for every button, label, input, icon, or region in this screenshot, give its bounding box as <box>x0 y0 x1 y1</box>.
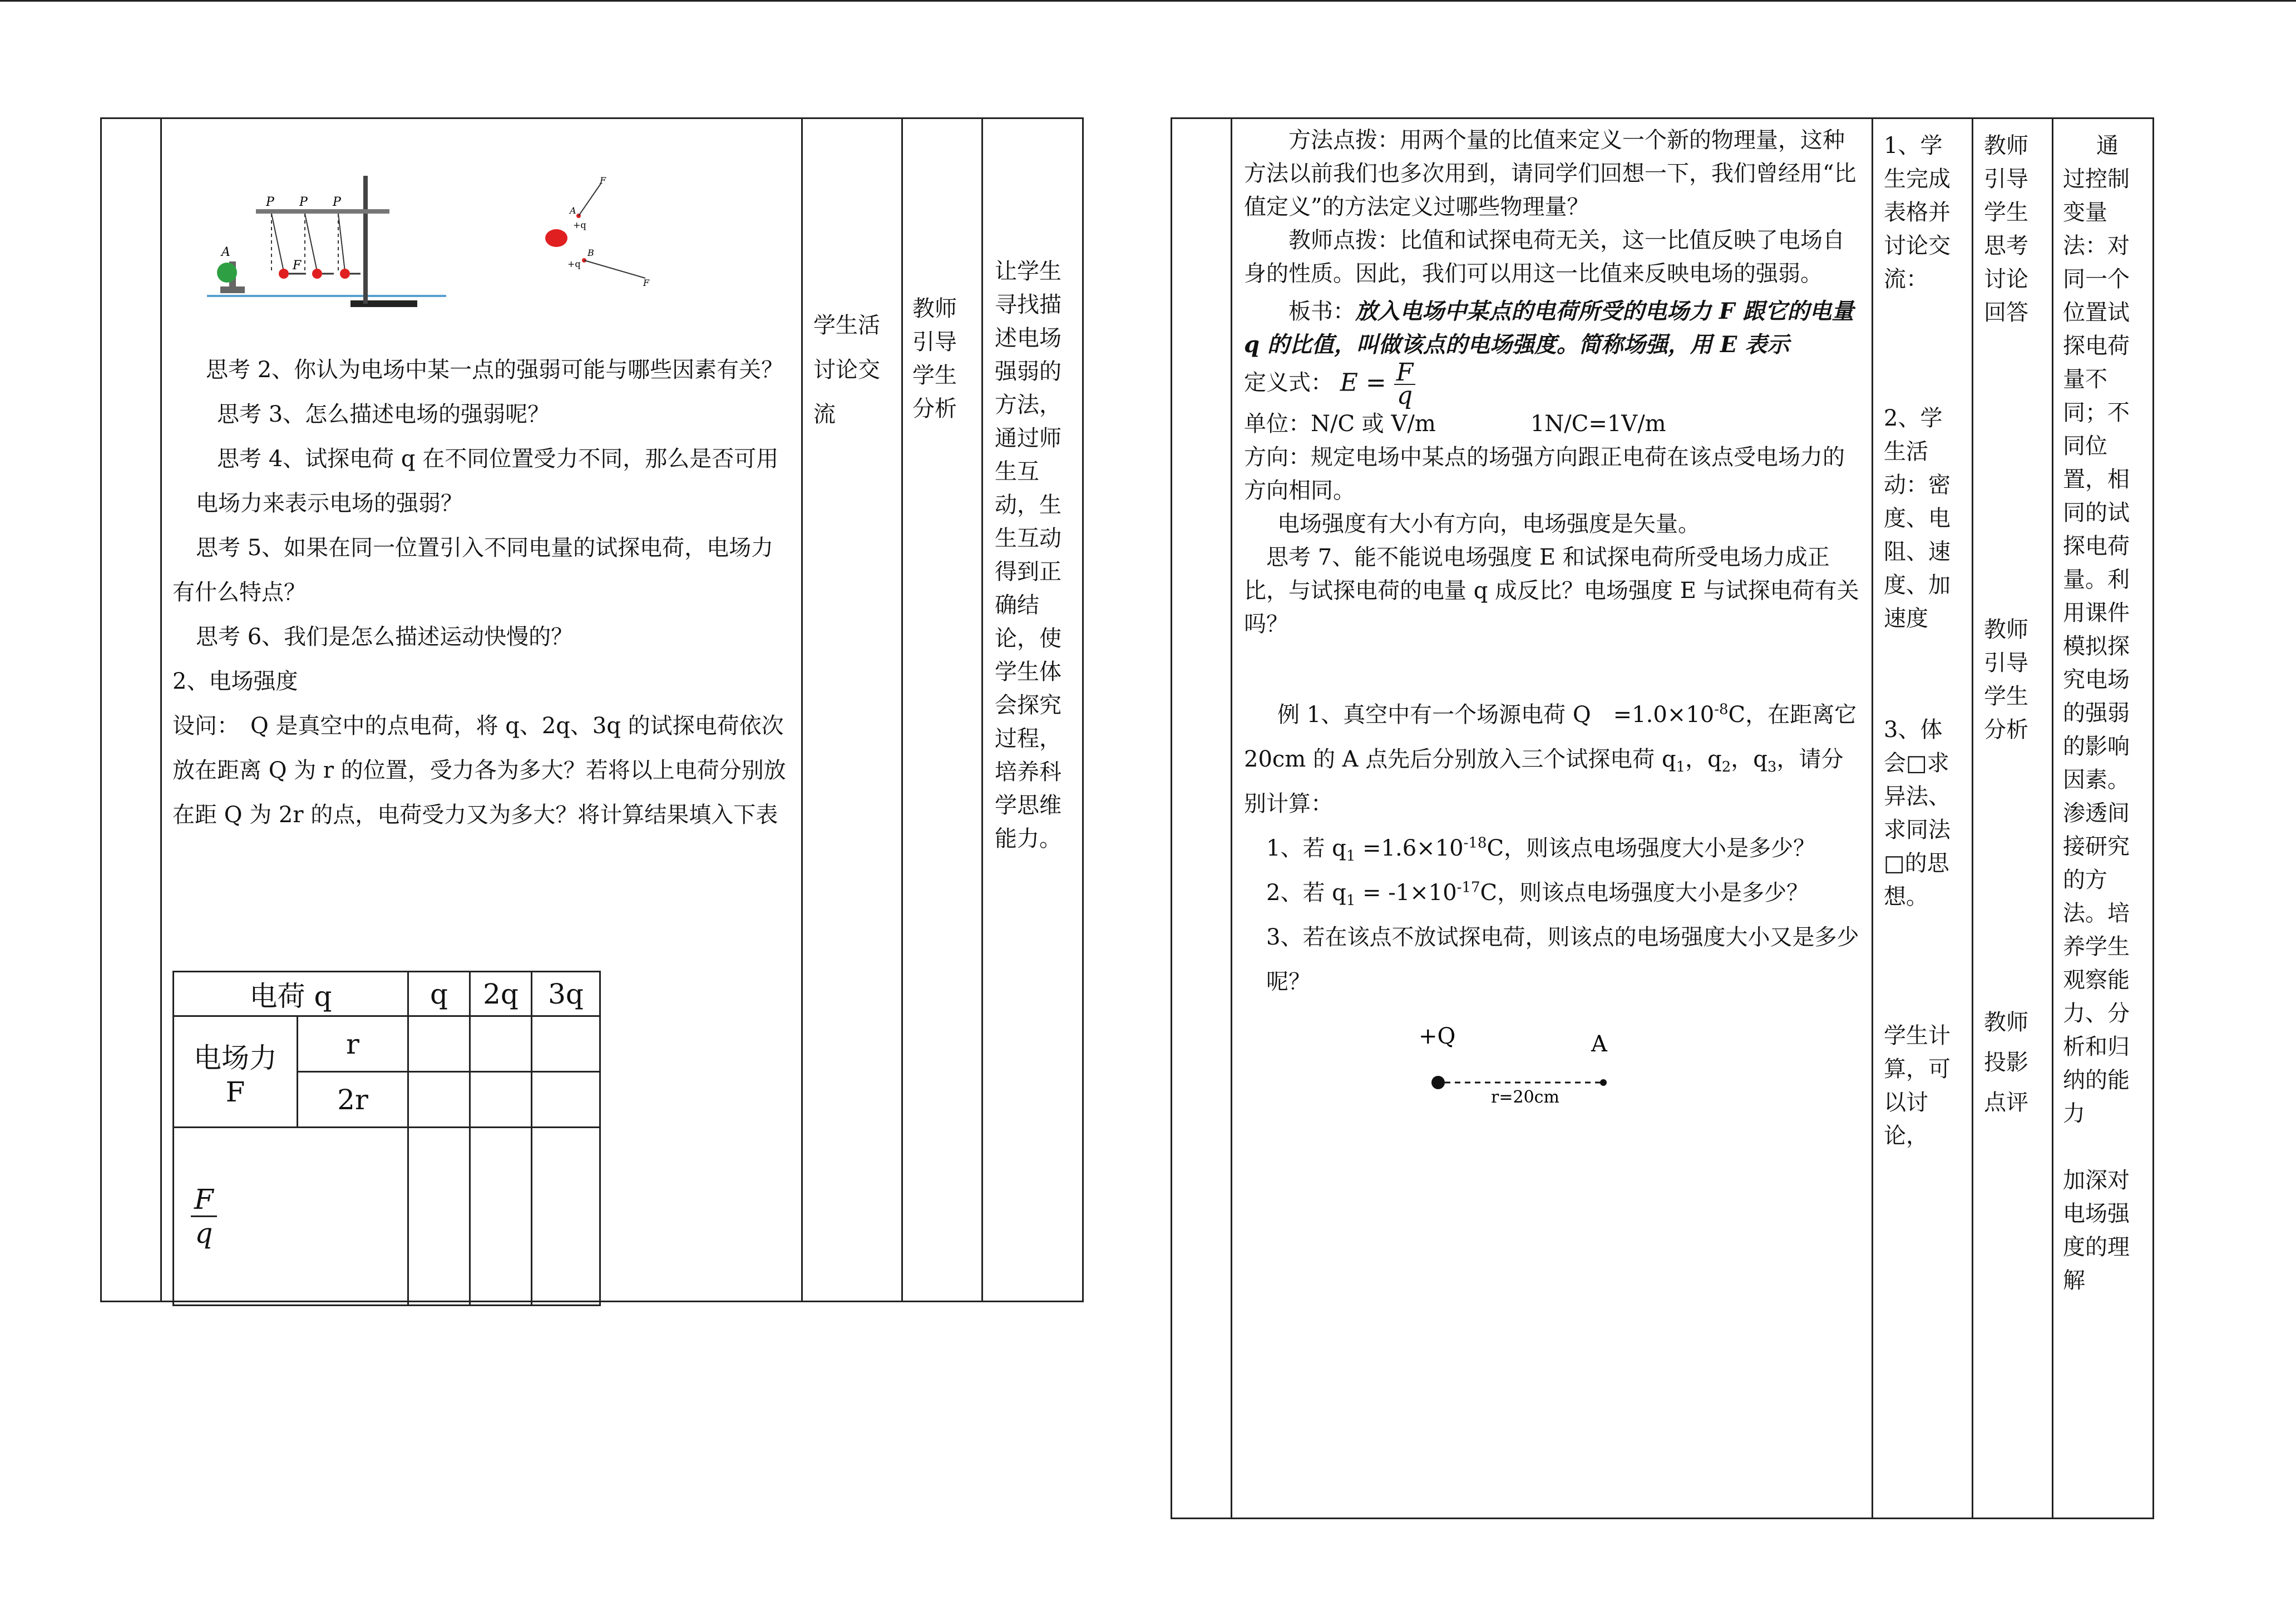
svg-text:P: P <box>299 195 308 209</box>
left-col-design-intent: 让学生寻找描述电场强弱的方法，通过师生互动，生生互动得到正确结论，使学生体会探究过程，培养科学思维能力。 <box>995 259 1061 852</box>
example-1-part-1: 1、若 $q_1 =1.6\times 10^{-18}C$，则该点电场强度大小是多少？ <box>1266 834 1816 864</box>
distance-label: r=20cm <box>1491 1088 1559 1107</box>
right-col-divider-4 <box>2052 117 2053 1519</box>
right-col-student-2: 2、学生活动：密度、电阻、速度、加速度 <box>1884 406 1951 631</box>
charged-sphere-a <box>217 263 237 283</box>
pendulum-apparatus-figure <box>195 172 462 323</box>
left-col-divider-2 <box>801 117 803 1302</box>
unit-line: 单位：N/C 或 V/m 1N/C=1V/m <box>1244 411 1666 437</box>
svg-text:B: B <box>587 248 594 258</box>
table-cell[interactable] <box>408 1072 470 1128</box>
table-header-label: 电荷 q <box>174 972 408 1016</box>
right-col-teacher-1: 教师引导学生思考讨论回答 <box>1984 133 2028 325</box>
right-col-teacher-2: 教师引导学生分析 <box>1984 617 2028 743</box>
section-heading-field-strength: 2、电场强度 <box>172 669 298 694</box>
left-col-divider-1 <box>160 117 162 1302</box>
point-a-dot <box>1600 1079 1607 1086</box>
question-5: 思考 5、如果在同一位置引入不同电量的试探电荷，电场力有什么特点？ <box>172 535 774 605</box>
question-6: 思考 6、我们是怎么描述运动快慢的？ <box>196 624 574 650</box>
method-tip: 方法点拨：用两个量的比值来定义一个新的物理量，这种方法以前我们也多次用到，请同学们回想一下，我们曾经用“比值定义”的方法定义过哪些物理量？ <box>1244 127 1856 220</box>
svg-text:A: A <box>570 205 576 216</box>
svg-text:A: A <box>221 245 230 259</box>
table-ratio-label: $\frac{F}{q}$ <box>174 1128 408 1306</box>
setup-question: 设问： Q 是真空中的点电荷，将 q、2q、3q 的试探电荷依次放在距离 Q 为 r 的位置，受力各为多大？若将以上电荷分别放在距 Q 为 2r 的点，电荷受力又为多大？将计算结果填入下表 <box>172 713 786 828</box>
table-row-force-label: 电场力 F <box>174 1016 298 1128</box>
table-cell[interactable] <box>408 1016 470 1072</box>
question-3: 思考 3、怎么描述电场的强弱呢？ <box>217 402 550 427</box>
left-body-text <box>172 348 796 837</box>
source-charge-label: +Q <box>1419 1024 1456 1049</box>
svg-text:F: F <box>600 175 606 186</box>
table-cell[interactable] <box>470 1016 532 1072</box>
svg-text:F: F <box>643 278 650 288</box>
svg-text:P: P <box>266 195 274 209</box>
point-a-label: A <box>1591 1031 1607 1057</box>
top-border-line <box>0 0 2296 2</box>
board-note: 板书：放入电场中某点的电荷所受的电场力 F 跟它的电量 q 的比值，叫做该点的电场强度。简称场强，用 E 表示 <box>1244 298 1854 358</box>
source-charge-dot <box>1431 1076 1445 1089</box>
svg-text:+q: +q <box>567 259 581 269</box>
table-cell[interactable] <box>470 1072 532 1128</box>
question-4: 思考 4、试探电荷 q 在不同位置受力不同，那么是否可用电场力来表示电场的强弱？ <box>196 446 779 516</box>
field-strength-formula: E = $\frac{F}{q}$ <box>1340 362 1416 407</box>
table-cell[interactable] <box>408 1128 470 1306</box>
teacher-tip: 教师点拨：比值和试探电荷无关，这一比值反映了电场自身的性质。因此，我们可以用这一比值来反映电场的强弱。 <box>1244 228 1845 286</box>
svg-text:+q: +q <box>573 220 586 230</box>
right-col-divider-2 <box>1872 117 1873 1519</box>
table-cell-r-label: r <box>298 1016 408 1072</box>
table-cell[interactable] <box>532 1016 600 1072</box>
table-header-2q: 2q <box>470 972 532 1016</box>
svg-text:P: P <box>333 195 341 209</box>
example-1-part-2: 2、若 $q_1 = -1\times 10^{-17}C$，则该点电场强度大小是多少？ <box>1266 879 1809 909</box>
force-vector-figure <box>534 172 668 312</box>
left-col-teacher-activity: 教师引导学生分析 <box>912 296 957 422</box>
right-col-divider-3 <box>1972 117 1973 1519</box>
charge-distance-diagram <box>1413 1024 1625 1113</box>
right-col-design-1: 通过控制变量法：对同一个位置试探电荷量不同；不同位置，相同的试探电荷量。利用课件模拟探究电场的强弱的影响因素。渗透间接研究的方法。培养学生观察能力、分析和归纳的能力 <box>2063 133 2130 1126</box>
right-col-teacher-3: 教师投影点评 <box>1984 1010 2028 1115</box>
right-col-design-2: 加深对电场强度的理解 <box>2063 1168 2130 1293</box>
right-col-student-4: 学生计算，可以讨论， <box>1884 1023 1951 1149</box>
right-body-text <box>1244 123 1862 641</box>
example-1 <box>1244 693 1862 1004</box>
example-1-intro: 例 1、真空中有一个场源电荷 Q $=1.0\times 10^{-8}C$，在距离它 20cm 的 A 点先后分别放入三个试探电荷 $q_1$，$q_2$，$q_3$，请分别计算： <box>1244 701 1857 817</box>
right-col-student-1: 1、学生完成表格并讨论交流： <box>1884 133 1951 292</box>
table-cell[interactable] <box>532 1128 600 1306</box>
left-col-divider-3 <box>901 117 903 1302</box>
svg-text:F: F <box>293 259 302 273</box>
question-7: 思考 7、能不能说电场强度 E 和试探电荷所受电场力成正比，与试探电荷的电量 q 成反比？电场强度 E 与试探电荷有关吗？ <box>1244 545 1859 637</box>
right-col-student-3: 3、体会□求异法、求同法□的思想。 <box>1884 717 1951 910</box>
force-calculation-table <box>172 971 601 1306</box>
vector-line: 电场强度有大小有方向，电场强度是矢量。 <box>1277 511 1700 537</box>
table-cell[interactable] <box>532 1072 600 1128</box>
question-2: 思考 2、你认为电场中某一点的强弱可能与哪些因素有关？ <box>206 357 784 383</box>
table-header-3q: 3q <box>532 972 600 1016</box>
table-cell-2r-label: 2r <box>298 1072 408 1128</box>
definition-line: 定义式： E = $\frac{F}{q}$ <box>1244 362 1862 407</box>
table-header-q: q <box>408 972 470 1016</box>
example-1-part-3: 3、若在该点不放试探电荷，则该点的电场强度大小又是多少呢？ <box>1266 925 1859 995</box>
direction-line: 方向：规定电场中某点的场强方向跟正电荷在该点受电场力的方向相同。 <box>1244 444 1845 503</box>
table-cell[interactable] <box>470 1128 532 1306</box>
left-col-divider-4 <box>981 117 983 1302</box>
left-col-student-activity: 学生活讨论交流 <box>813 313 880 427</box>
right-col-divider-1 <box>1231 117 1232 1519</box>
